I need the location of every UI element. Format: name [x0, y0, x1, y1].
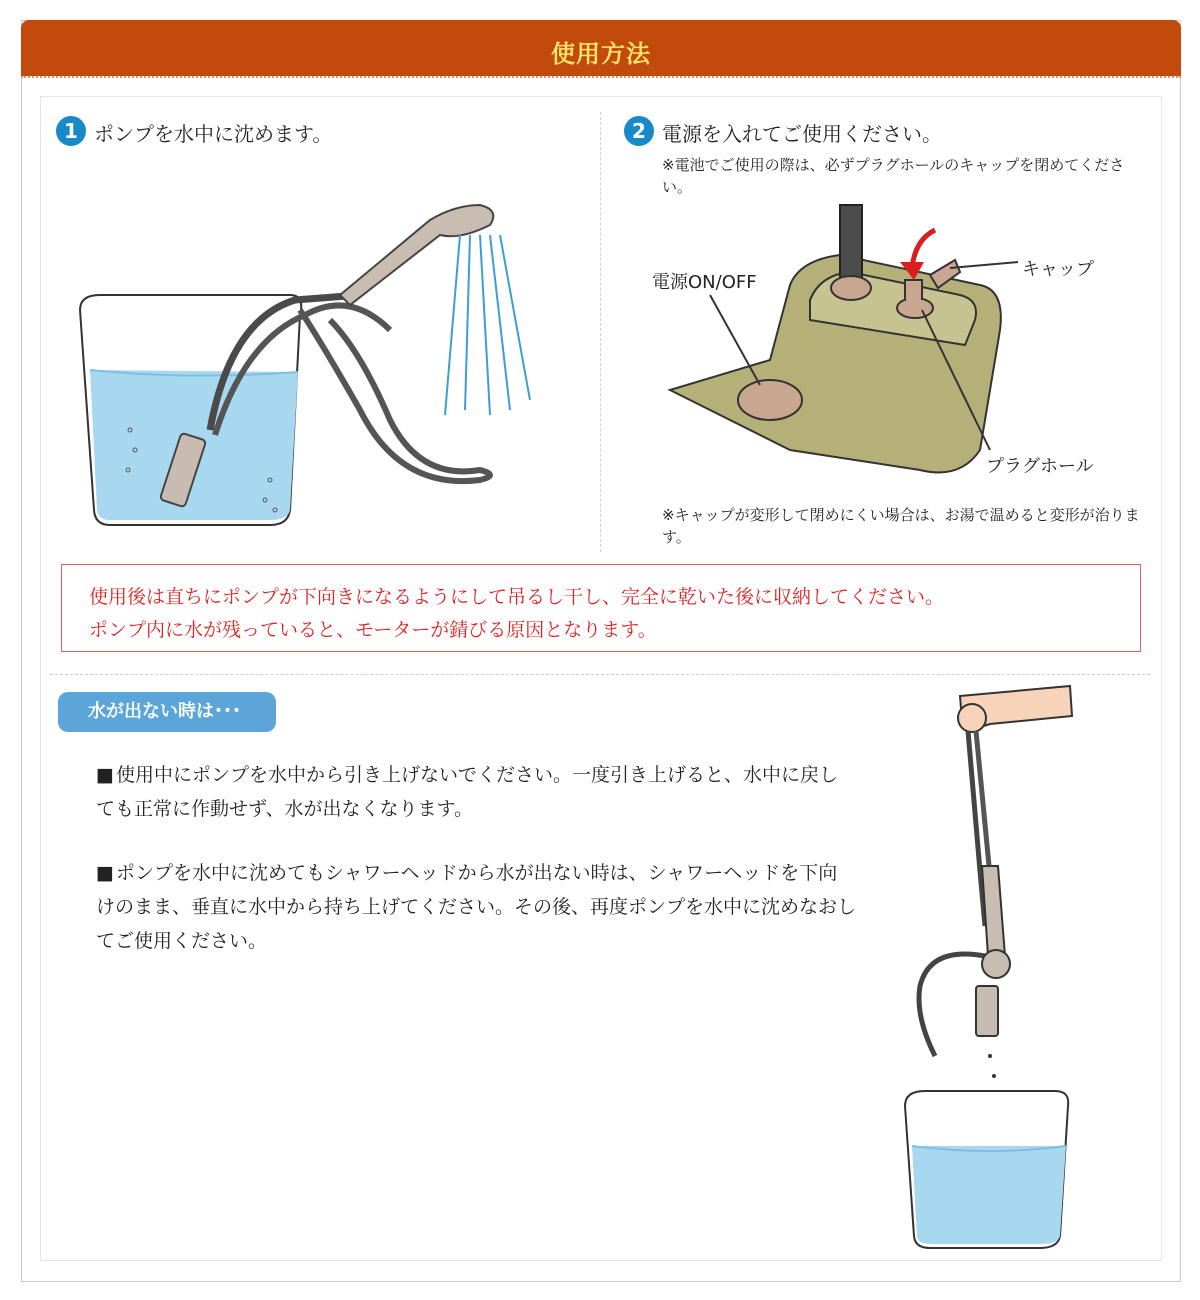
step2-cap-note: ※キャップが変形して閉めにくい場合は、お湯で温めると変形が治ります。 — [662, 506, 1140, 546]
header-dotted-line — [21, 76, 1181, 78]
trouble-badge: 水が出ない時は･･･ — [58, 692, 276, 732]
trouble-item-2 — [96, 856, 856, 958]
step2-title: 電源を入れてご使用ください。 — [662, 122, 942, 146]
step1-number-badge: 1 — [56, 116, 86, 146]
step1-title: ポンプを水中に沈めます。 — [94, 122, 333, 146]
trouble-item-2-text: ポンプを水中に沈めてもシャワーヘッドから水が出ない時は、シャワーヘッドを下向けのまま、垂直に水中から持ち上げてください。その後、再度ポンプを水中に沈めなおしてご使用ください。 — [96, 862, 857, 952]
step2-number-badge: 2 — [624, 116, 654, 146]
warning-line-1: 使用後は直ちにポンプが下向きになるようにして吊るし干し、完全に乾いた後に収納してください。 — [89, 586, 945, 608]
bullet-square-icon: ■ — [96, 764, 114, 786]
section-divider — [50, 674, 1150, 675]
step2-battery-note: ※電池でご使用の際は、必ずプラグホールのキャップを閉めてください。 — [662, 156, 1125, 196]
plug-hole-label: プラグホール — [986, 456, 1094, 477]
step2-device-illustration — [660, 200, 1020, 490]
page-title: 使用方法 — [551, 40, 651, 68]
step1-pump-in-water-illustration — [60, 180, 580, 540]
bullet-square-icon: ■ — [96, 862, 114, 884]
warning-text — [89, 581, 1129, 647]
warning-line-2: ポンプ内に水が残っていると、モーターが錆びる原因となります。 — [89, 619, 657, 641]
trouble-item-1 — [96, 758, 856, 826]
trouble-item-1-text: 使用中にポンプを水中から引き上げないでください。一度引き上げると、水中に戻しても正常に作動せず、水が出なくなります。 — [96, 764, 838, 820]
lift-pump-illustration — [890, 686, 1090, 1256]
warning-box — [61, 564, 1141, 652]
cap-label: キャップ — [1022, 259, 1094, 280]
header-bar — [21, 20, 1181, 76]
power-switch-label: 電源ON/OFF — [652, 272, 757, 293]
step-divider — [600, 112, 601, 552]
